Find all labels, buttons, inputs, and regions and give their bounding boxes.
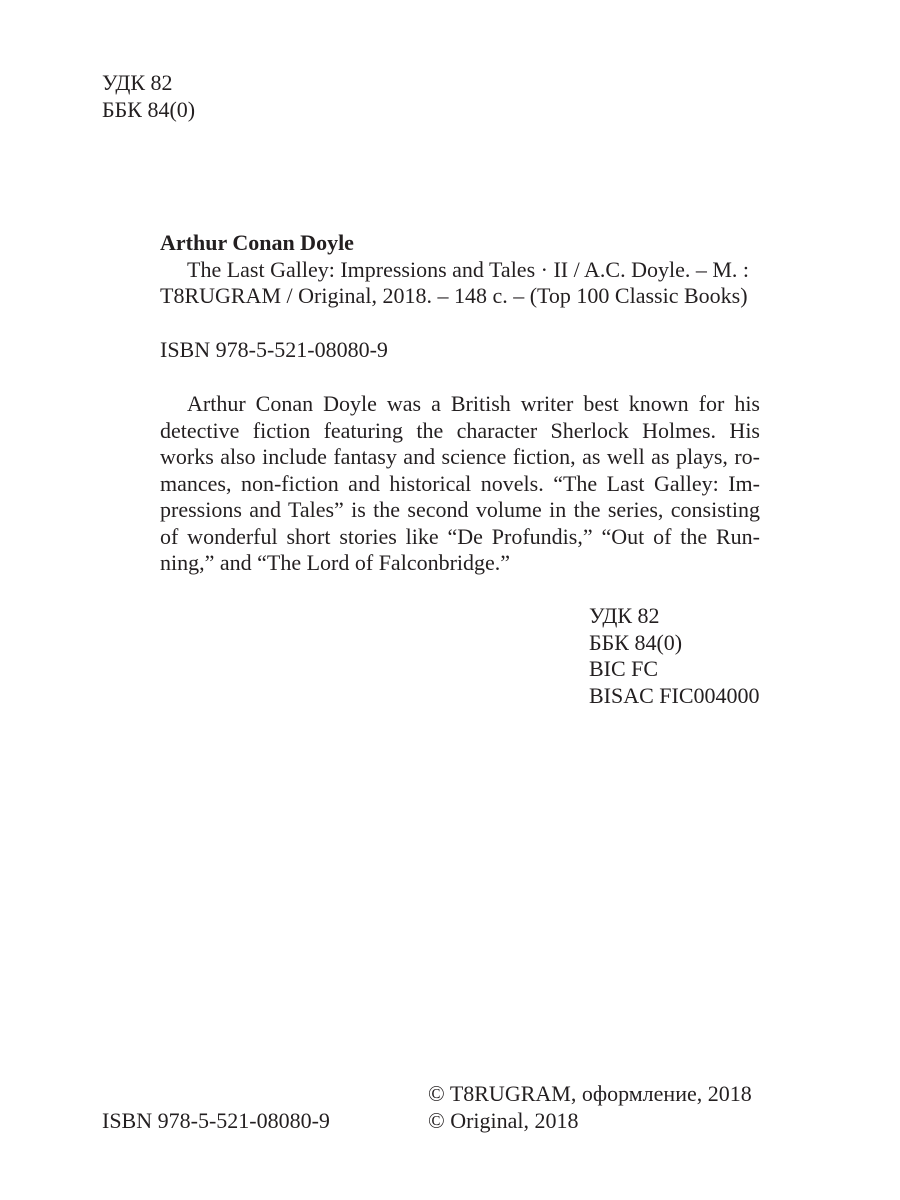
bibliographic-line-2: T8RUGRAM / Original, 2018. – 148 c. – (Top 100 Classic Books): [160, 283, 748, 308]
bisac-code: BISAC FIC004000: [589, 682, 760, 708]
right-classification-codes: [589, 603, 760, 709]
bbk-code: ББК 84(0): [102, 96, 196, 122]
copyright-notice: [428, 1081, 752, 1134]
annotation-line: detective fiction featuring the character Sherlock Holmes. His: [160, 417, 760, 443]
annotation-line: Arthur Conan Doyle was a British writer best known for his: [187, 391, 760, 416]
catalog-entry: [160, 230, 760, 310]
bbk-code: ББК 84(0): [589, 629, 683, 655]
annotation-line: ning,” and “The Lord of Falconbridge.”: [160, 550, 511, 575]
annotation-line: works also include fantasy and science fiction, as well as plays, ro-: [160, 444, 760, 469]
bic-code: BIC FC: [589, 656, 659, 681]
copyright-line-2: © Original, 2018: [428, 1107, 579, 1133]
udk-code: УДК 82: [102, 70, 173, 95]
annotation-paragraph: [160, 391, 760, 577]
annotation-line: mances, non-fiction and historical novels. “The Last Galley: Im-: [160, 470, 760, 496]
isbn-number: ISBN 978-5-521-08080-9: [102, 1108, 330, 1133]
annotation-line: pressions and Tales” is the second volume in the series, consisting: [160, 497, 760, 522]
annotation-line: of wonderful short stories like “De Profundis,” “Out of the Run-: [160, 523, 760, 549]
isbn-main: [160, 337, 388, 364]
top-classification-codes: [102, 70, 195, 123]
isbn-number: ISBN 978-5-521-08080-9: [160, 337, 388, 362]
author-name: Arthur Conan Doyle: [160, 230, 354, 255]
bibliographic-line-1: The Last Galley: Impressions and Tales · II / A.C. Doyle. – M. :: [187, 256, 750, 282]
copyright-line-1: © T8RUGRAM, оформление, 2018: [428, 1081, 752, 1106]
footer-isbn: [102, 1108, 330, 1135]
udk-code: УДК 82: [589, 603, 660, 628]
